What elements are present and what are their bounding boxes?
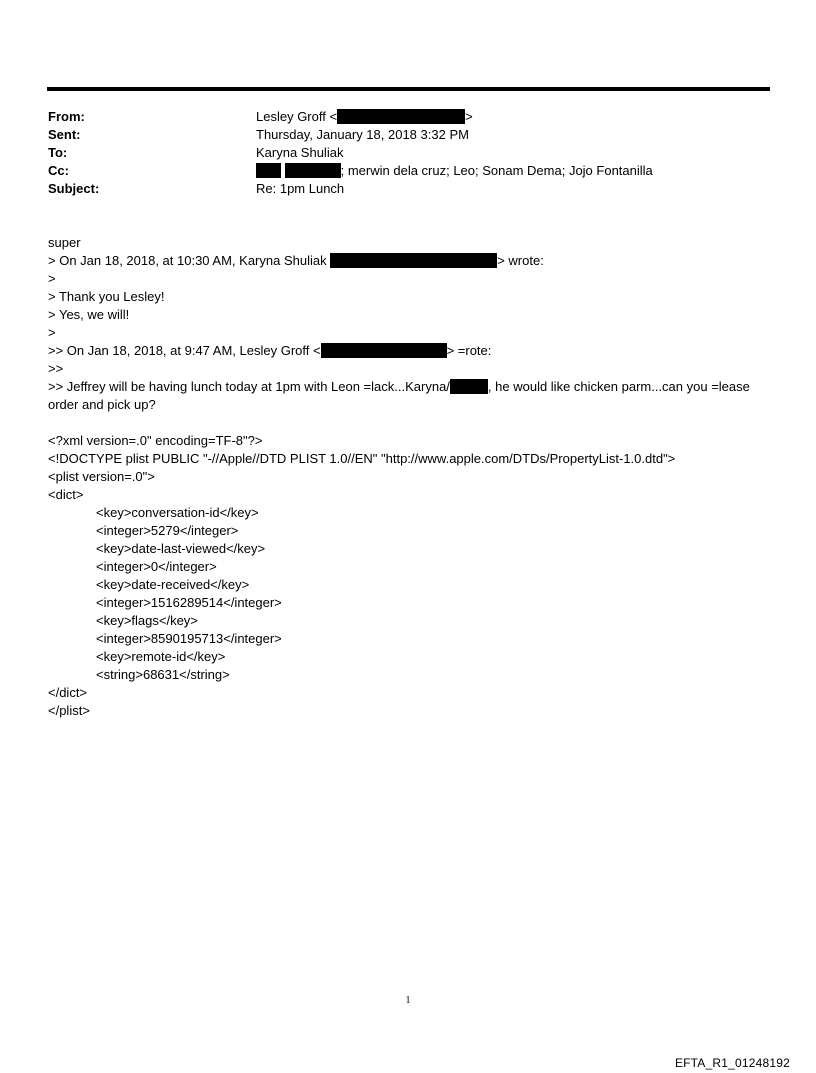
subject-value: Re: 1pm Lunch bbox=[256, 181, 345, 196]
cc-label: Cc: bbox=[48, 163, 69, 178]
document-id: EFTA_R1_01248192 bbox=[674, 1056, 790, 1070]
redaction-box bbox=[337, 109, 465, 124]
redaction-box bbox=[330, 253, 497, 268]
plist-entry: <string>68631</string> bbox=[96, 667, 230, 682]
plist-open-tag: <plist version=.0"> bbox=[48, 469, 155, 484]
plist-block bbox=[48, 432, 778, 720]
subject-label: Subject: bbox=[48, 181, 100, 196]
plist-entry: <integer>5279</integer> bbox=[96, 523, 239, 538]
dict-close-tag: </dict> bbox=[48, 685, 88, 700]
plist-close-tag: </plist> bbox=[48, 703, 90, 718]
plist-entry: <integer>8590195713</integer> bbox=[96, 631, 282, 646]
plist-entry: <key>date-received</key> bbox=[96, 577, 250, 592]
body-line: > bbox=[48, 271, 56, 286]
email-body bbox=[48, 234, 778, 414]
plist-entry: <integer>1516289514</integer> bbox=[96, 595, 282, 610]
quote-header-suffix: > wrote: bbox=[497, 253, 544, 268]
plist-entry: <key>flags</key> bbox=[96, 613, 198, 628]
from-suffix: > bbox=[465, 109, 473, 124]
quote-header-suffix: > =rote: bbox=[446, 343, 492, 358]
redaction-box bbox=[321, 343, 447, 358]
from-label: From: bbox=[48, 109, 85, 124]
plist-entry: <key>remote-id</key> bbox=[96, 649, 226, 664]
to-value: Karyna Shuliak bbox=[256, 145, 344, 160]
message-text: , he would like chicken parm...can you =lease order and pick up? bbox=[48, 379, 750, 412]
page-number: 1 bbox=[405, 995, 411, 1006]
plist-entry: <key>conversation-id</key> bbox=[96, 505, 259, 520]
plist-entry: <integer>0</integer> bbox=[96, 559, 217, 574]
redaction-box bbox=[450, 379, 488, 394]
redaction-box bbox=[256, 163, 281, 178]
body-line: > bbox=[48, 325, 56, 340]
plist-entry: <key>date-last-viewed</key> bbox=[96, 541, 266, 556]
to-label: To: bbox=[48, 145, 68, 160]
from-value bbox=[256, 108, 473, 126]
sent-label: Sent: bbox=[48, 127, 81, 142]
redaction-box bbox=[285, 163, 341, 178]
header-rule bbox=[47, 87, 770, 91]
from-name: Lesley Groff < bbox=[256, 109, 338, 124]
dict-open-tag: <dict> bbox=[48, 487, 84, 502]
cc-recipients: ; merwin dela cruz; Leo; Sonam Dema; Jojo Fontanilla bbox=[340, 163, 653, 178]
quote-header: >> On Jan 18, 2018, at 9:47 AM, Lesley Groff < bbox=[48, 343, 321, 358]
body-paragraph bbox=[48, 378, 778, 414]
body-line: > Thank you Lesley! bbox=[48, 289, 165, 304]
body-line: >> bbox=[48, 361, 64, 376]
body-line: > Yes, we will! bbox=[48, 307, 130, 322]
xml-declaration: <?xml version=.0" encoding=TF-8"?> bbox=[48, 433, 263, 448]
body-line bbox=[48, 342, 778, 360]
message-text: >> Jeffrey will be having lunch today at 1pm with Leon =lack...Karyna/ bbox=[48, 379, 450, 394]
body-line: super bbox=[48, 235, 81, 250]
body-line bbox=[48, 252, 778, 270]
cc-value bbox=[256, 162, 653, 180]
sent-value: Thursday, January 18, 2018 3:32 PM bbox=[256, 127, 469, 142]
doctype-line: <!DOCTYPE plist PUBLIC "-//Apple//DTD PLIST 1.0//EN" "http://www.apple.com/DTDs/PropertyList-1.0.dtd"> bbox=[48, 451, 676, 466]
quote-header: > On Jan 18, 2018, at 10:30 AM, Karyna Shuliak bbox=[48, 253, 331, 268]
